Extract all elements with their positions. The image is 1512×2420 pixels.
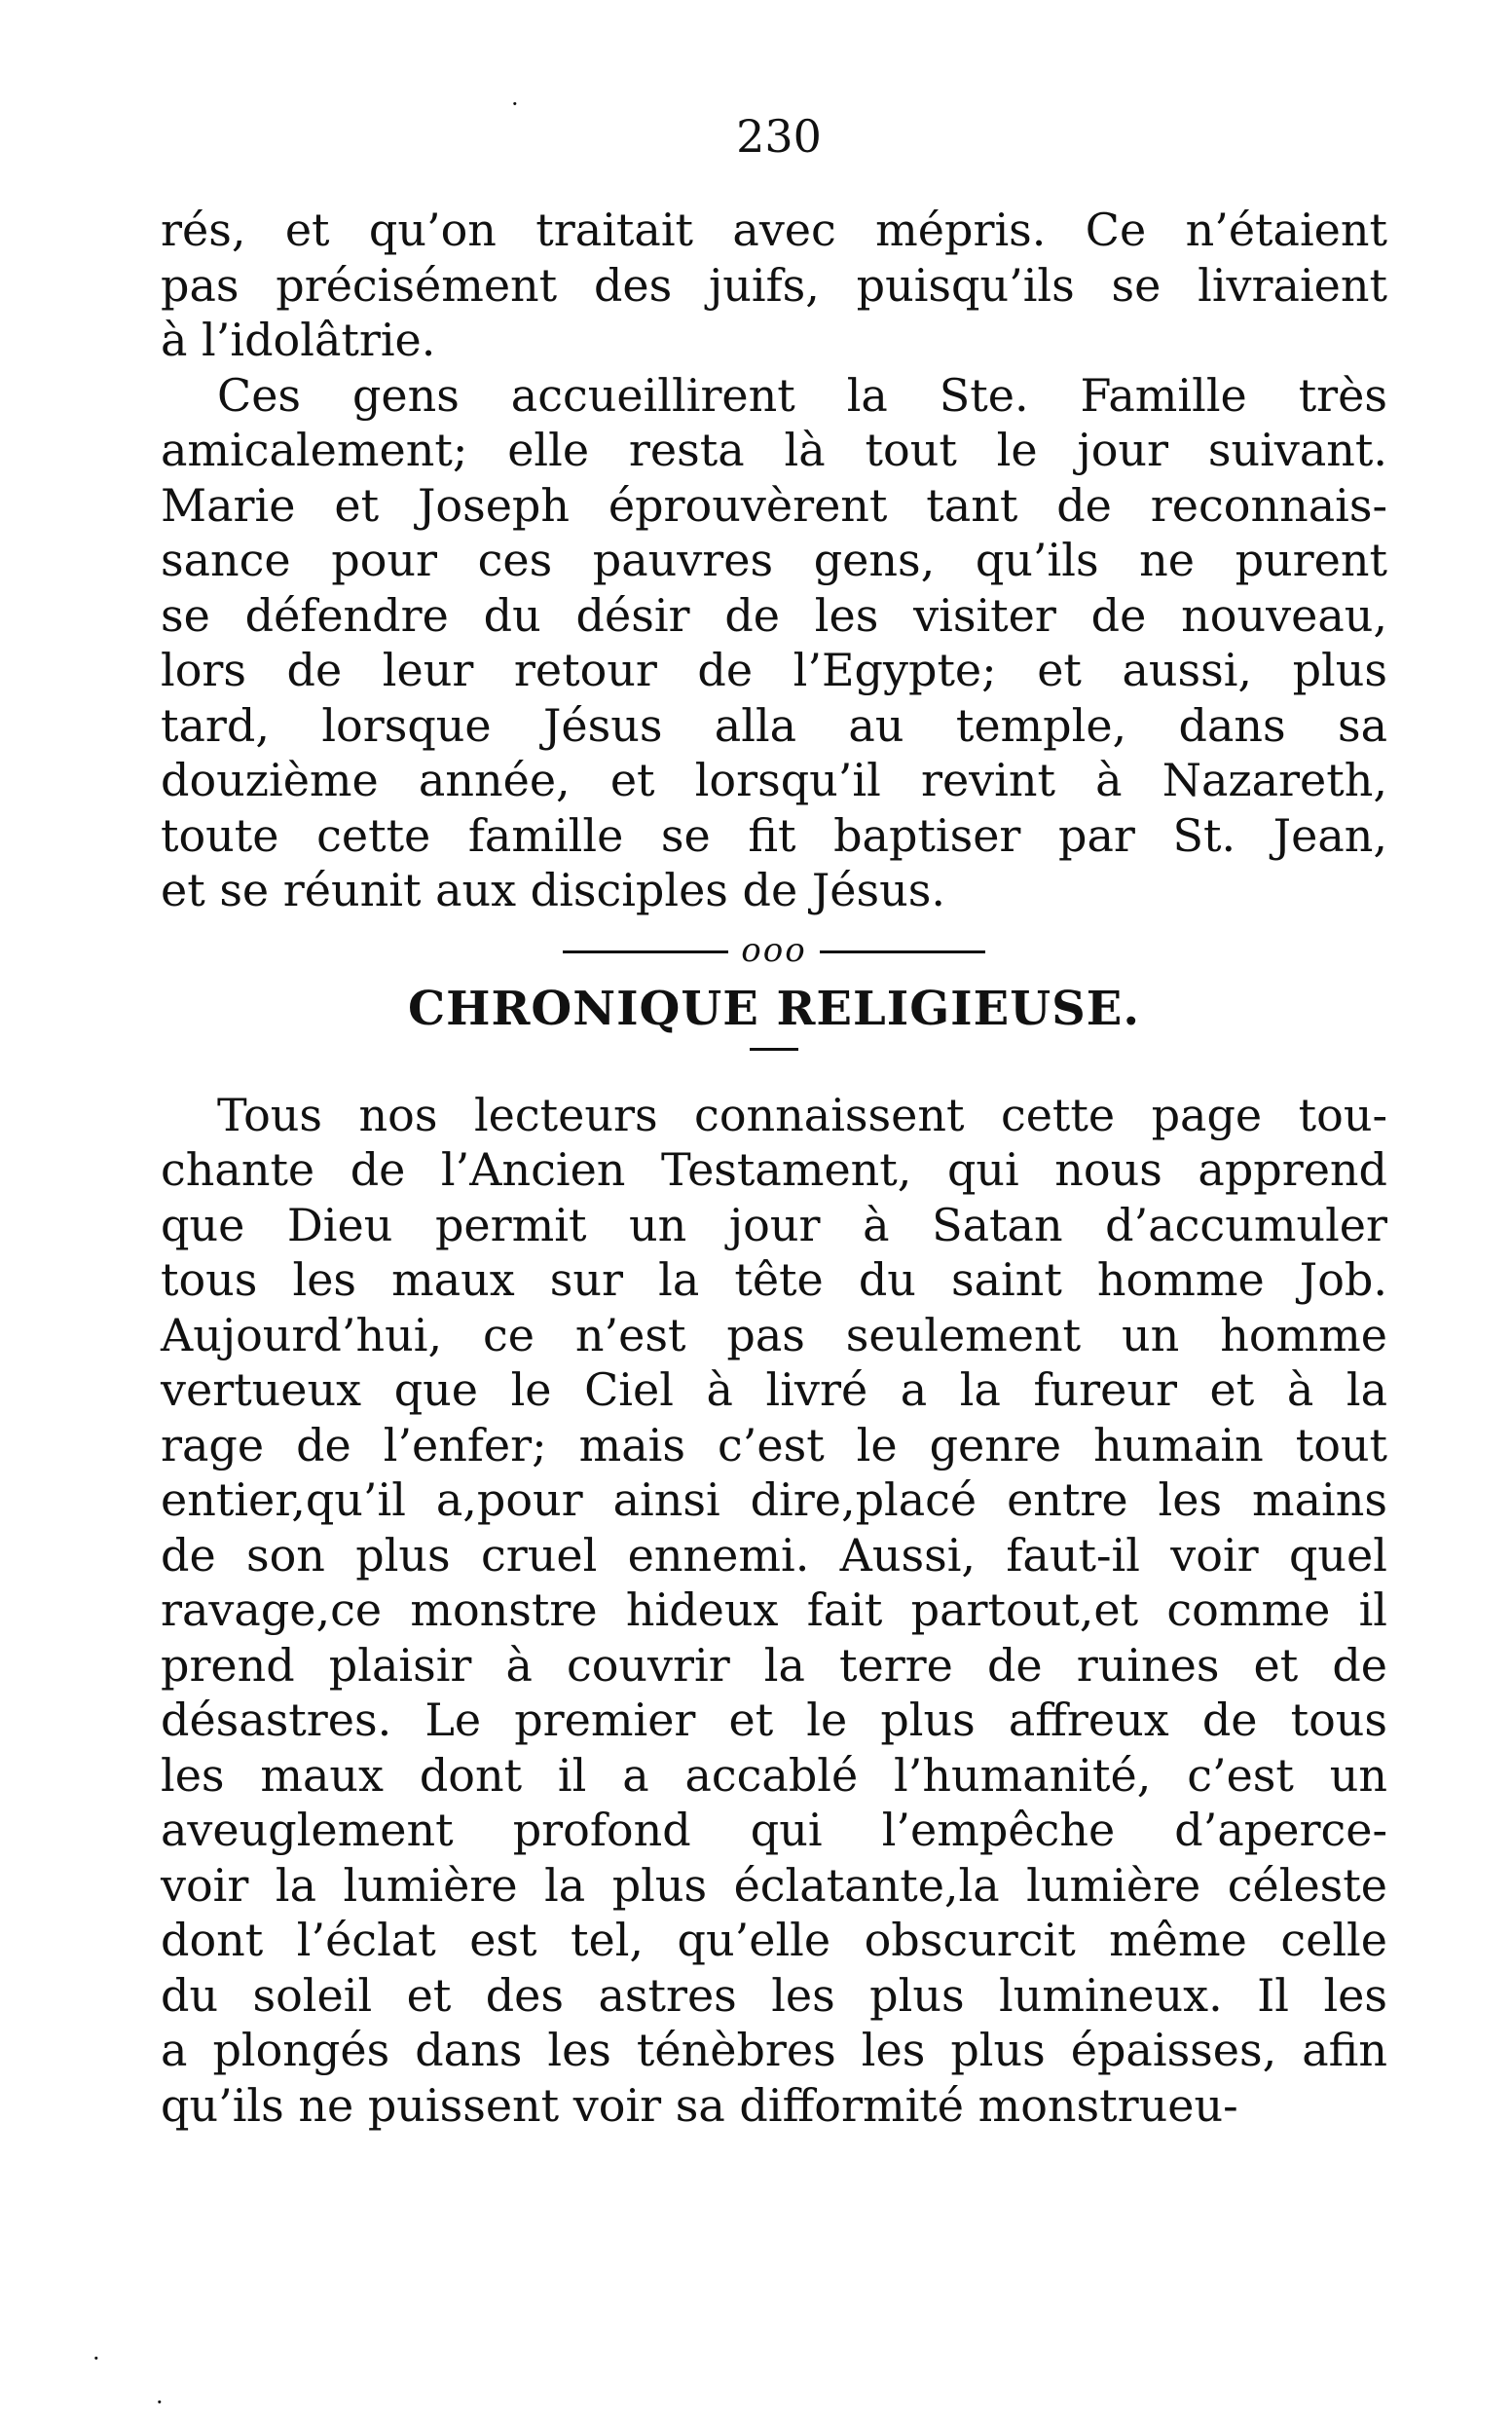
- text-line: qu’ils ne puissent voir sa difformité monstrueu-: [161, 2078, 1238, 2132]
- text-line: dont l’éclat est tel, qu’elle obscurcit même celle: [161, 1914, 1387, 1966]
- text-line: chante de l’Ancien Testament, qui nous apprend: [161, 1143, 1387, 1196]
- text-line: amicalement; elle resta là tout le jour suivant.: [161, 424, 1387, 476]
- text-line: voir la lumière la plus éclatante,la lumière céleste: [161, 1858, 1387, 1912]
- text-line: vertueux que le Ciel à livré a la fureur et à la: [161, 1363, 1387, 1416]
- text-line: entier,qu’il a,pour ainsi dire,placé entre les mains: [161, 1473, 1387, 1526]
- text-before-section: [161, 203, 1387, 918]
- stray-ink-dot: ·: [511, 91, 519, 118]
- text-line: Tous nos lecteurs connaissent cette page tou-: [217, 1088, 1387, 1141]
- stray-ink-dot: ·: [92, 2345, 100, 2372]
- text-line: Ces gens accueillirent la Ste. Famille très: [217, 368, 1387, 422]
- text-line: rés, et qu’on traitait avec mépris. Ce n’étaient: [161, 204, 1387, 256]
- title-rule-line: [750, 1048, 798, 1051]
- text-line: aveuglement profond qui l’empêche d’aperce-: [161, 1804, 1387, 1856]
- paragraph: [161, 203, 1387, 368]
- text-line: sance pour ces pauvres gens, qu’ils ne purent: [161, 534, 1387, 586]
- title-rule: [161, 1039, 1387, 1078]
- text-line: douzième année, et lorsqu’il revint à Nazareth,: [161, 754, 1387, 806]
- text-line: Marie et Joseph éprouvèrent tant de reconnais-: [161, 478, 1387, 532]
- text-line: pas précisément des juifs, puisqu’ils se livraient: [161, 258, 1387, 312]
- divider-text: ooo: [741, 930, 807, 970]
- text-line: Aujourd’hui, ce n’est pas seulement un homme: [161, 1308, 1387, 1361]
- text-line: que Dieu permit un jour à Satan d’accumuler: [161, 1198, 1387, 1251]
- text-line: du soleil et des astres les plus lumineux. Il les: [161, 1968, 1387, 2022]
- text-line: prend plaisir à couvrir la terre de ruines et de: [161, 1638, 1387, 1692]
- divider-rule-left: [563, 950, 728, 953]
- section-divider: [161, 926, 1387, 975]
- text-line: et se réunit aux disciples de Jésus.: [161, 864, 945, 916]
- text-after-section: [161, 1088, 1387, 2134]
- text-line: ravage,ce monstre hideux fait partout,et comme il: [161, 1583, 1387, 1636]
- text-line: toute cette famille se fit baptiser par St. Jean,: [161, 808, 1387, 862]
- stray-ink-dot: ·: [156, 2389, 164, 2416]
- text-line: a plongés dans les ténèbres les plus épaisses, afin: [161, 2024, 1387, 2076]
- divider-rule-right: [820, 950, 985, 953]
- book-page: [161, 107, 1387, 2133]
- text-line: tard, lorsque Jésus alla au temple, dans sa: [161, 698, 1387, 752]
- text-line: se défendre du désir de les visiter de nouveau,: [161, 588, 1387, 642]
- text-line: les maux dont il a accablé l’humanité, c’est un: [161, 1748, 1387, 1802]
- text-line: désastres. Le premier et le plus affreux de tous: [161, 1694, 1387, 1746]
- paragraph: [161, 1088, 1387, 2134]
- text-line: de son plus cruel ennemi. Aussi, faut-il voir quel: [161, 1528, 1387, 1582]
- page-number: 230: [736, 110, 822, 163]
- section-title: CHRONIQUE RELIGIEUSE.: [407, 981, 1141, 1036]
- text-line: tous les maux sur la tête du saint homme Job.: [161, 1253, 1387, 1306]
- text-line: lors de leur retour de l’Egypte; et aussi, plus: [161, 644, 1387, 696]
- text-line: à l’idolâtrie.: [161, 314, 436, 366]
- text-line: rage de l’enfer; mais c’est le genre humain tout: [161, 1418, 1387, 1471]
- paragraph: [161, 368, 1387, 918]
